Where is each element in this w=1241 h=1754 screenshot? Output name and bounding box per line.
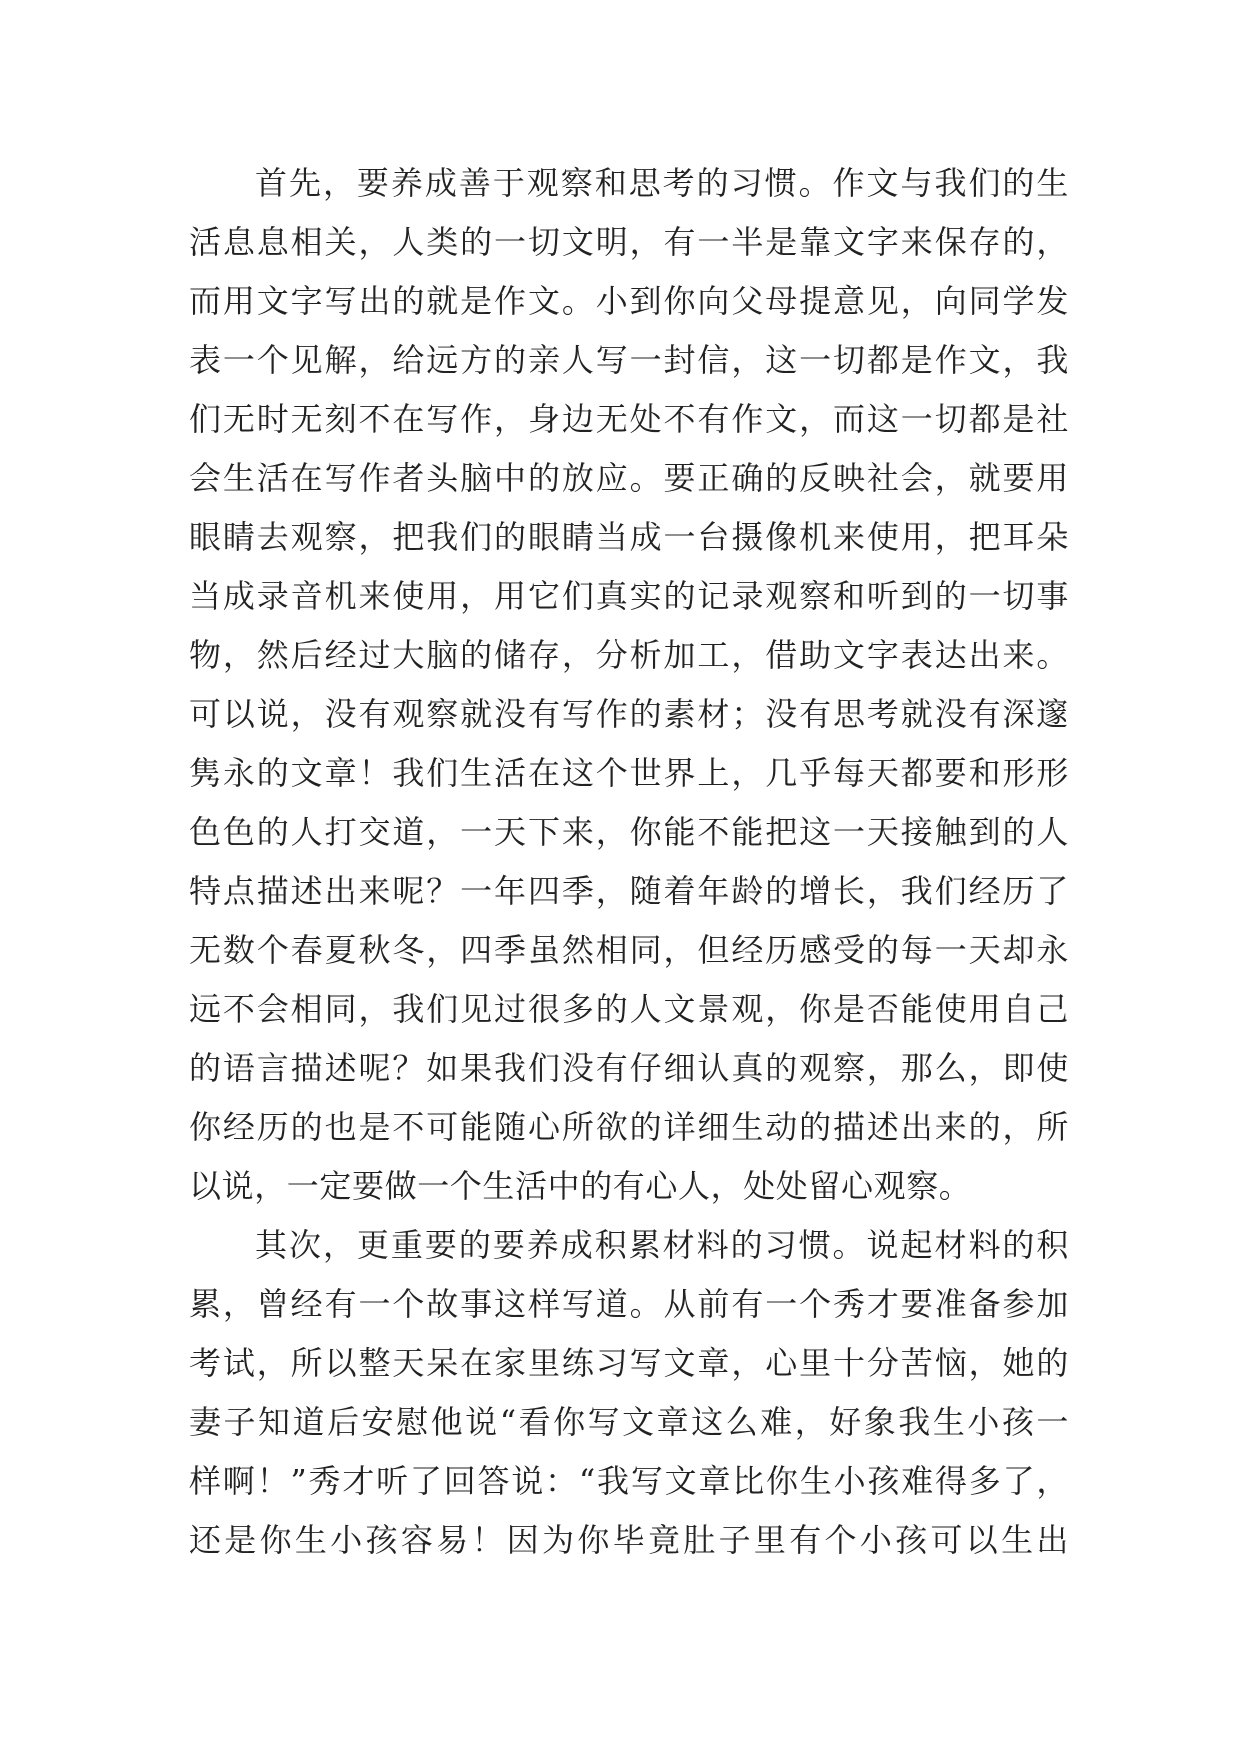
paragraph-1-line: 以说，一定要做一个生活中的有心人，处处留心观察。 <box>189 1167 972 1205</box>
paragraph-1-line: 色色的人打交道，一天下来，你能不能把这一天接触到的人 <box>189 813 1069 851</box>
paragraph-1-line: 们无时无刻不在写作，身边无处不有作文，而这一切都是社 <box>189 400 1069 438</box>
paragraph-2-line: 累，曾经有一个故事这样写道。从前有一个秀才要准备参加 <box>189 1285 1069 1323</box>
paragraph-1-line: 的语言描述呢？如果我们没有仔细认真的观察，那么，即使 <box>189 1049 1069 1087</box>
paragraph-1-line: 而用文字写出的就是作文。小到你向父母提意见，向同学发 <box>189 282 1069 320</box>
paragraph-1-line: 远不会相同，我们见过很多的人文景观，你是否能使用自己 <box>189 990 1069 1028</box>
paragraph-1-line: 无数个春夏秋冬，四季虽然相同，但经历感受的每一天却永 <box>189 931 1069 969</box>
paragraph-1-line: 你经历的也是不可能随心所欲的详细生动的描述出来的，所 <box>189 1108 1069 1146</box>
paragraph-2-line: 妻子知道后安慰他说“看你写文章这么难，好象我生小孩一 <box>189 1403 1069 1441</box>
paragraph-1-line: 表一个见解，给远方的亲人写一封信，这一切都是作文，我 <box>189 341 1069 379</box>
paragraph-1-line: 首先，要养成善于观察和思考的习惯。作文与我们的生 <box>255 164 1069 202</box>
paragraph-2-line: 还是你生小孩容易！因为你毕竟肚子里有个小孩可以生出 <box>189 1521 1069 1559</box>
paragraph-1-line: 特点描述出来呢？一年四季，随着年龄的增长，我们经历了 <box>189 872 1069 910</box>
paragraph-1-line: 当成录音机来使用，用它们真实的记录观察和听到的一切事 <box>189 577 1069 615</box>
paragraph-2-line: 其次，更重要的要养成积累材料的习惯。说起材料的积 <box>255 1226 1069 1264</box>
paragraph-2-line: 考试，所以整天呆在家里练习写文章，心里十分苦恼，她的 <box>189 1344 1069 1382</box>
paragraph-1-line: 可以说，没有观察就没有写作的素材；没有思考就没有深邃 <box>189 695 1069 733</box>
body-text <box>189 154 1069 1570</box>
paragraph-1-line: 会生活在写作者头脑中的放应。要正确的反映社会，就要用 <box>189 459 1069 497</box>
paragraph-1-line: 活息息相关，人类的一切文明，有一半是靠文字来保存的， <box>189 223 1069 261</box>
paragraph-2-line: 样啊！”秀才听了回答说：“我写文章比你生小孩难得多了， <box>189 1462 1069 1500</box>
paragraph-1-line: 隽永的文章！我们生活在这个世界上，几乎每天都要和形形 <box>189 754 1069 792</box>
paragraph-1-line: 眼睛去观察，把我们的眼睛当成一台摄像机来使用，把耳朵 <box>189 518 1069 556</box>
paragraph-1-line: 物，然后经过大脑的储存，分析加工，借助文字表达出来。 <box>189 636 1069 674</box>
